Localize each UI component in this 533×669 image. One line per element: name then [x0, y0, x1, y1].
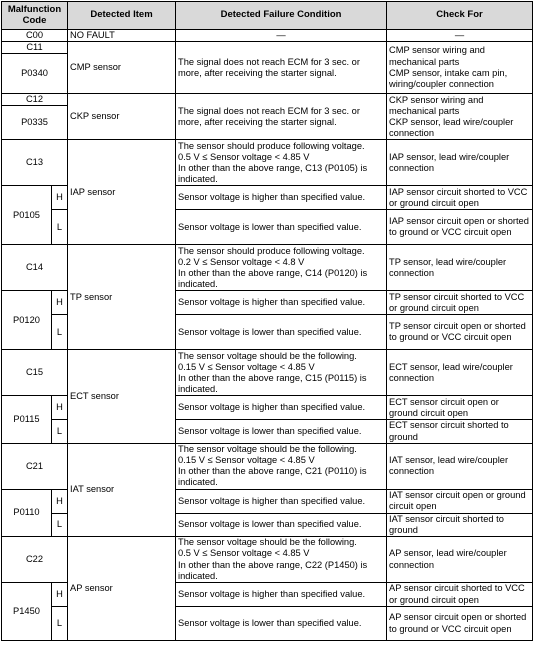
code-p1450: P1450 — [2, 583, 52, 641]
condition-ap-l: Sensor voltage is lower than specified value. — [176, 607, 387, 641]
code-c15: C15 — [2, 350, 68, 396]
condition-iat: The sensor voltage should be the following. 0.15 V ≤ Sensor voltage < 4.85 V In other than the above range, C21 (P0110) is indicated. — [176, 443, 387, 489]
condition-ap: The sensor voltage should be the following. 0.5 V ≤ Sensor voltage < 4.85 V In other than the above range, C22 (P1450) is indicated. — [176, 537, 387, 583]
condition-cmp: The signal does not reach ECM for 3 sec. or more, after receiving the starter signal. — [176, 42, 387, 94]
condition-ect-l: Sensor voltage is lower than specified value. — [176, 420, 387, 443]
item-ect: ECT sensor — [68, 350, 176, 443]
code-p0335: P0335 — [2, 106, 68, 140]
item-c00: NO FAULT — [68, 30, 176, 42]
code-c21: C21 — [2, 443, 68, 489]
table-row-ckp — [2, 94, 533, 106]
item-cmp: CMP sensor — [68, 42, 176, 94]
check-ect-h: ECT sensor circuit open or ground circuit open — [387, 396, 533, 420]
item-ap: AP sensor — [68, 537, 176, 641]
condition-ect-h: Sensor voltage is higher than specified value. — [176, 396, 387, 420]
code-c13: C13 — [2, 140, 68, 186]
table-row-tp — [2, 245, 533, 291]
level-h: H — [52, 396, 68, 420]
level-l: L — [52, 420, 68, 443]
code-p0110: P0110 — [2, 489, 52, 536]
header-condition: Detected Failure Condition — [176, 2, 387, 30]
check-c00: — — [387, 30, 533, 42]
code-c00: C00 — [2, 30, 68, 42]
level-h: H — [52, 583, 68, 607]
table-row-c00 — [2, 30, 533, 42]
level-l: L — [52, 315, 68, 350]
check-iat-l: IAT sensor circuit shorted to ground — [387, 513, 533, 536]
code-p0340: P0340 — [2, 54, 68, 94]
level-h: H — [52, 489, 68, 513]
header-code: Malfunction Code — [2, 2, 68, 30]
check-ckp: CKP sensor wiring and mechanical parts CKP sensor, lead wire/coupler connection — [387, 94, 533, 140]
item-iap: IAP sensor — [68, 140, 176, 245]
check-iat-h: IAT sensor circuit open or ground circuit open — [387, 489, 533, 513]
condition-iap-l: Sensor voltage is lower than specified value. — [176, 210, 387, 245]
table-row-ap — [2, 537, 533, 583]
level-l: L — [52, 607, 68, 641]
code-p0120: P0120 — [2, 291, 52, 350]
level-h: H — [52, 291, 68, 315]
condition-iat-l: Sensor voltage is lower than specified value. — [176, 513, 387, 536]
condition-iat-h: Sensor voltage is higher than specified value. — [176, 489, 387, 513]
item-iat: IAT sensor — [68, 443, 176, 536]
code-c14: C14 — [2, 245, 68, 291]
check-ect-l: ECT sensor circuit shorted to ground — [387, 420, 533, 443]
level-l: L — [52, 210, 68, 245]
header-item: Detected Item — [68, 2, 176, 30]
check-tp: TP sensor, lead wire/coupler connection — [387, 245, 533, 291]
table-row-iap — [2, 140, 533, 186]
check-iat: IAT sensor, lead wire/coupler connection — [387, 443, 533, 489]
check-ect: ECT sensor, lead wire/coupler connection — [387, 350, 533, 396]
condition-iap-h: Sensor voltage is higher than specified value. — [176, 186, 387, 210]
code-c22: C22 — [2, 537, 68, 583]
table-row-ect — [2, 350, 533, 396]
condition-c00: — — [176, 30, 387, 42]
table-row-cmp — [2, 42, 533, 54]
header-check: Check For — [387, 2, 533, 30]
condition-tp: The sensor should produce following voltage. 0.2 V ≤ Sensor voltage < 4.8 V In other than the above range, C14 (P0120) is indicated. — [176, 245, 387, 291]
condition-tp-h: Sensor voltage is higher than specified value. — [176, 291, 387, 315]
condition-tp-l: Sensor voltage is lower than specified value. — [176, 315, 387, 350]
check-iap-l: IAP sensor circuit open or shorted to ground or VCC circuit open — [387, 210, 533, 245]
malfunction-code-table — [1, 1, 533, 641]
check-iap-h: IAP sensor circuit shorted to VCC or ground circuit open — [387, 186, 533, 210]
code-p0105: P0105 — [2, 186, 52, 245]
level-h: H — [52, 186, 68, 210]
item-tp: TP sensor — [68, 245, 176, 350]
check-tp-h: TP sensor circuit shorted to VCC or ground circuit open — [387, 291, 533, 315]
condition-iap: The sensor should produce following voltage. 0.5 V ≤ Sensor voltage < 4.85 V In other than the above range, C13 (P0105) is indicated. — [176, 140, 387, 186]
check-ap-l: AP sensor circuit open or shorted to ground or VCC circuit open — [387, 607, 533, 641]
check-ap: AP sensor, lead wire/coupler connection — [387, 537, 533, 583]
header-row — [2, 2, 533, 30]
condition-ckp: The signal does not reach ECM for 3 sec. or more, after receiving the starter signal. — [176, 94, 387, 140]
code-c11: C11 — [2, 42, 68, 54]
condition-ect: The sensor voltage should be the following. 0.15 V ≤ Sensor voltage < 4.85 V In other than the above range, C15 (P0115) is indicated. — [176, 350, 387, 396]
level-l: L — [52, 513, 68, 536]
table-row-iat — [2, 443, 533, 489]
code-c12: C12 — [2, 94, 68, 106]
check-cmp: CMP sensor wiring and mechanical parts CMP sensor, intake cam pin, wiring/coupler connection — [387, 42, 533, 94]
check-ap-h: AP sensor circuit shorted to VCC or ground circuit open — [387, 583, 533, 607]
check-tp-l: TP sensor circuit open or shorted to ground or VCC circuit open — [387, 315, 533, 350]
check-iap: IAP sensor, lead wire/coupler connection — [387, 140, 533, 186]
code-p0115: P0115 — [2, 396, 52, 443]
item-ckp: CKP sensor — [68, 94, 176, 140]
condition-ap-h: Sensor voltage is higher than specified value. — [176, 583, 387, 607]
